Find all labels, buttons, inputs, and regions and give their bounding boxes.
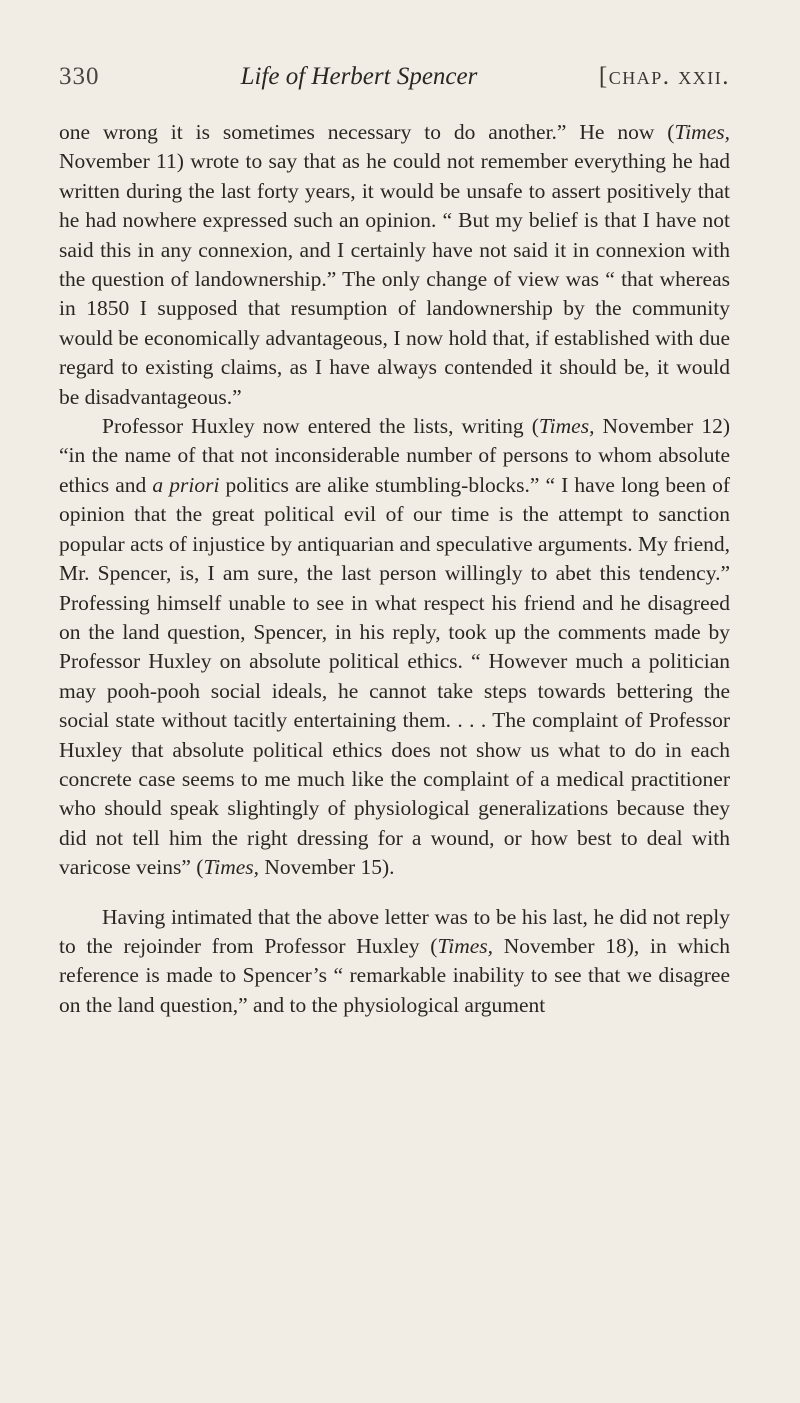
book-title: Life of Herbert Spencer (240, 63, 478, 90)
paragraph-last-letter (59, 903, 730, 1021)
italic-text: a priori (152, 472, 220, 497)
paragraph-huxley (59, 412, 730, 883)
text-run: November 11) wrote to say that as he could not remember everything he had written during the last forty years, it would be unsafe to assert positively that he had nowhere expressed such an opinion. “ But my belief is that I have not said this in any connexion, and I certainly have not said it in connexion with the question of landownership.” The only change of view was “ that whereas in 1850 I supposed that resumption of landownership by the community would be economically advantageous, I now hold that, if established with due regard to existing claims, as I have always contended it should be, it would be disadvantageous.” (59, 149, 730, 409)
text-run: November 18), in which reference is made to Spencer’s “ remarkable inability to see that we disagree on the land question,” and to the physiological argument (59, 933, 730, 1017)
paragraph-continued (59, 118, 730, 412)
italic-text: Times, (538, 414, 595, 439)
italic-text: Times, (674, 120, 730, 144)
text-run: November 15). (259, 855, 395, 880)
text-run: one wrong it is sometimes necessary to do another.” He now ( (59, 120, 675, 144)
running-head (59, 52, 730, 102)
italic-text: Times, (203, 855, 260, 880)
text-run: Having intimated that the above letter was to be his last, he did not reply to the rejoinder from Professor Huxley ( (59, 904, 730, 958)
italic-text: Times, (437, 933, 494, 958)
text-run: politics are alike stumbling-blocks.” “ I have long been of opinion that the great political evil of our time is the attempt to sanction popular acts of injustice by antiquarian and speculative arguments. My friend, Mr. Spencer, is, I am sure, the last person willingly to abet this tendency.” Professing himself unable to see in what respect his friend and he disagreed on the land question, Spencer, in his reply, took up the comments made by Professor Huxley on absolute political ethics. “ However much a politician may pooh-pooh social ideals, he cannot take steps towards bettering the social state without tacitly entertaining them. . . . The complaint of Professor Huxley that absolute political ethics does not show us what to do in each concrete case seems to me much like the complaint of a medical practitioner who should speak slightingly of physiological generalizations because they did not tell him the right dressing for a wound, or how best to deal with varicose veins” ( (59, 472, 730, 880)
chapter-label: [chap. xxii. (598, 63, 730, 90)
body-text (59, 118, 730, 1020)
text-run: Professor Huxley now entered the lists, writing ( (102, 414, 539, 439)
text-run: November 12) “in the name of that not inconsiderable number of persons to whom absolute ethics and (59, 414, 731, 497)
page-number: 330 (59, 63, 100, 90)
